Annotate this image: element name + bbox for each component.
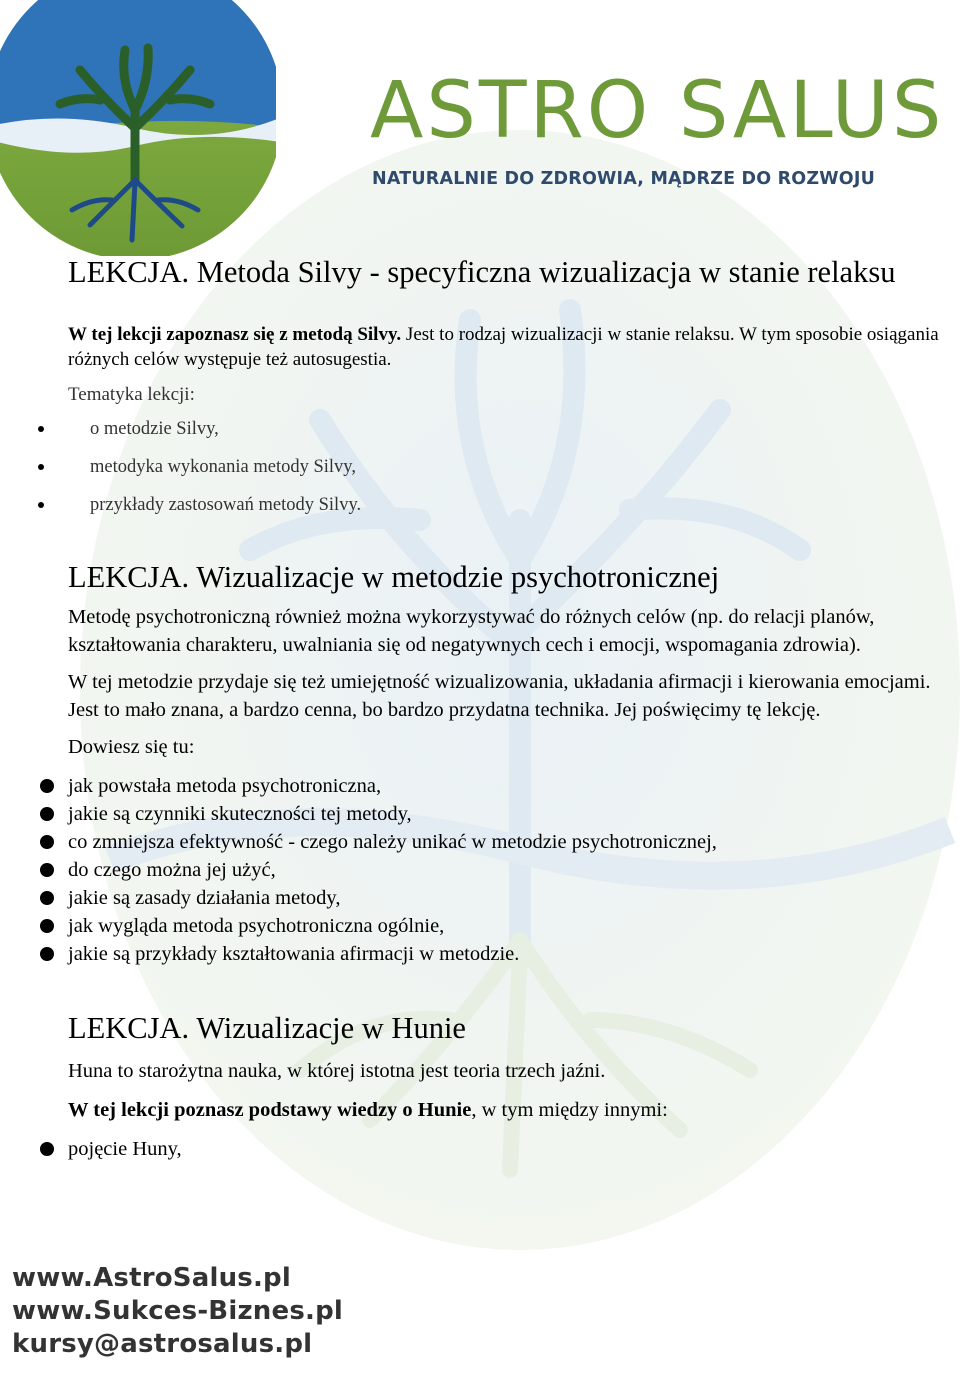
learn-text: jakie są przykłady kształtowania afirmacji w metodzie. [68, 943, 520, 965]
learn-text: co zmniejsza efektywność - czego należy unikać w metodzie psychotronicznej, [68, 831, 717, 853]
learn-text: jak wygląda metoda psychotroniczna ogólnie, [68, 915, 445, 937]
bullet-icon [40, 807, 54, 821]
footer-contacts [12, 1262, 343, 1361]
huna-text: pojęcie Huny, [68, 1138, 182, 1160]
lesson-heading-psychotronic: LEKCJA. Wizualizacje w metodzie psychotronicznej [68, 560, 720, 594]
tree-of-life-icon [0, 0, 276, 256]
learn-list [68, 772, 958, 968]
list-item [68, 772, 958, 800]
topic-text: przykłady zastosowań metody Silvy. [90, 495, 362, 515]
bullet-icon [40, 947, 54, 961]
lesson-heading-huna: LEKCJA. Wizualizacje w Hunie [68, 1011, 466, 1045]
bullet-icon [40, 919, 54, 933]
section1-intro-bold: W tej lekcji zapoznasz się z metodą Silvy. [68, 324, 402, 345]
website-link-astrosalus[interactable]: www.AstroSalus.pl [12, 1263, 291, 1293]
bullet-icon [38, 464, 44, 470]
bullet-icon [40, 863, 54, 877]
brand-tagline: NATURALNIE DO ZDROWIA, MĄDRZE DO ROZWOJU [372, 169, 875, 189]
list-item [68, 1135, 958, 1163]
learn-text: jakie są czynniki skuteczności tej metody, [68, 803, 412, 825]
learn-text: jak powstała metoda psychotroniczna, [68, 775, 382, 797]
bullet-icon [40, 835, 54, 849]
bullet-icon [40, 779, 54, 793]
list-item [68, 493, 958, 531]
bullet-icon [38, 502, 44, 508]
bullet-icon [40, 1142, 54, 1156]
huna-list [68, 1135, 958, 1163]
list-item [68, 455, 958, 493]
list-item [68, 417, 958, 455]
website-link-sukces-biznes[interactable]: www.Sukces-Biznes.pl [12, 1296, 343, 1326]
section3-intro-rest: , w tym między innymi: [471, 1099, 668, 1121]
lesson-heading-silva: LEKCJA. Metoda Silvy - specyficzna wizualizacja w stanie relaksu [68, 255, 896, 289]
email-link[interactable]: kursy@astrosalus.pl [12, 1329, 313, 1359]
section3-intro [68, 1096, 958, 1124]
list-item [68, 940, 958, 968]
lesson-content [68, 254, 958, 1163]
learn-label: Dowiesz się tu: [68, 736, 195, 758]
bullet-icon [40, 891, 54, 905]
topics-label: Tematyka lekcji: [68, 384, 195, 405]
list-item [68, 856, 958, 884]
list-item [68, 884, 958, 912]
topics-list [68, 417, 958, 531]
topic-text: metodyka wykonania metody Silvy, [90, 457, 356, 477]
section2-para1: Metodę psychotroniczną również można wykorzystywać do różnych celów (np. do relacji planów, kształtowania charakteru, uwalniania się od negatywnych cech i emocji, wspomagania zdrowia). [68, 606, 875, 656]
bullet-icon [38, 426, 44, 432]
section2-para2: W tej metodzie przydaje się też umiejętność wizualizowania, układania afirmacji i kierowania emocjami. Jest to mało znana, a bardzo cenna, bo bardzo przydatna technika. Jej poświęcimy tę lekcję. [68, 671, 931, 721]
section1-intro [68, 322, 958, 372]
learn-text: jakie są zasady działania metody, [68, 887, 341, 909]
brand-name: ASTRO SALUS [370, 66, 945, 156]
topic-text: o metodzie Silvy, [90, 419, 219, 439]
list-item [68, 828, 958, 856]
list-item [68, 912, 958, 940]
learn-text: do czego można jej użyć, [68, 859, 276, 881]
section3-intro-bold: W tej lekcji poznasz podstawy wiedzy o Hunie [68, 1099, 472, 1121]
section1-intro-rest: Jest to rodzaj wizualizacji w stanie relaksu. W tym sposobie osiągania różnych celów występuje też autosugestia. [68, 324, 939, 370]
list-item [68, 800, 958, 828]
section3-para1: Huna to starożytna nauka, w której istotna jest teoria trzech jaźni. [68, 1060, 606, 1082]
